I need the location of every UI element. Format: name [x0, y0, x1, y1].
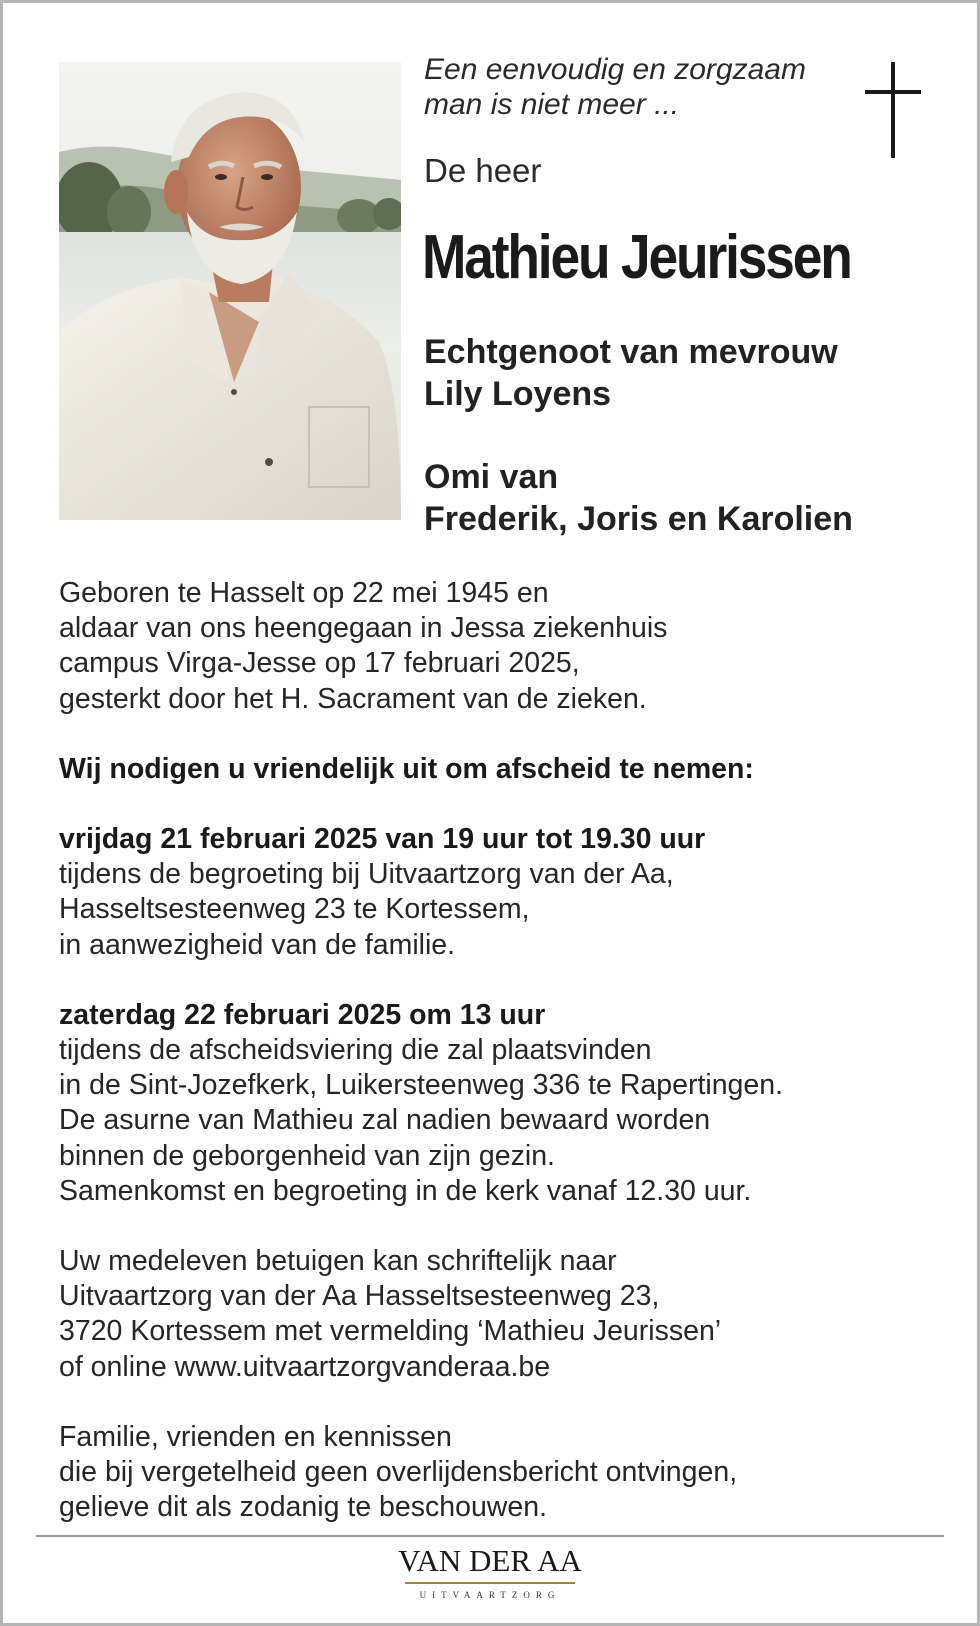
- birth-paragraph: [59, 576, 939, 717]
- text-line: tijdens de begroeting bij Uitvaartzorg van der Aa,: [59, 858, 674, 891]
- announcement-body: [59, 576, 939, 1525]
- text-line: gelieve dit als zodanig te beschouwen.: [59, 1491, 547, 1524]
- text-line: tijdens de afscheidsviering die zal plaatsvinden: [59, 1034, 652, 1067]
- footer-divider: [36, 1535, 944, 1537]
- portrait-photo: [59, 62, 401, 520]
- text-line: Geboren te Hasselt op 22 mei 1945 en: [59, 577, 549, 609]
- text-line: 3720 Kortessem met vermelding ‘Mathieu Jeurissen’: [59, 1315, 722, 1348]
- text-line: die bij vergetelheid geen overlijdensbericht ontvingen,: [59, 1456, 738, 1489]
- spouse-line: Echtgenoot van mevrouw: [424, 333, 838, 371]
- intro-line: man is niet meer ...: [424, 88, 680, 121]
- ceremony-date: zaterdag 22 februari 2025 om 13 uur: [59, 998, 546, 1031]
- cross-icon: [865, 62, 921, 158]
- text-line: aldaar van ons heengegaan in Jessa ziekenhuis: [59, 612, 668, 645]
- text-line: Uw medeleven betuigen kan schriftelijk naar: [59, 1245, 617, 1278]
- intro-quote: [424, 52, 806, 122]
- deceased-name: Mathieu Jeurissen: [422, 223, 851, 292]
- text-line: Familie, vrienden en kennissen: [59, 1420, 452, 1453]
- text-line: of online www.uitvaartzorgvanderaa.be: [59, 1350, 551, 1383]
- spouse-block: [424, 331, 838, 415]
- text-line: binnen de geborgenheid van zijn gezin.: [59, 1139, 555, 1172]
- funeral-home-logo: [380, 1544, 600, 1600]
- invitation-heading: [59, 752, 939, 787]
- text-line: Uitvaartzorg van der Aa Hasseltsesteenweg 23,: [59, 1280, 660, 1313]
- logo-main-text: VAN DER AA: [398, 1543, 582, 1578]
- text-line: Wij nodigen u vriendelijk uit om afscheid te nemen:: [59, 752, 754, 785]
- text-line: gesterkt door het H. Sacrament van de zieken.: [59, 682, 647, 715]
- greeting-paragraph: [59, 822, 939, 963]
- condolences-paragraph: [59, 1244, 939, 1385]
- logo-sub-text: UITVAARTZORG: [419, 1590, 561, 1600]
- greeting-date: vrijdag 21 februari 2025 van 19 uur tot 19.30 uur: [59, 823, 706, 856]
- text-line: De asurne van Mathieu zal nadien bewaard worden: [59, 1104, 711, 1137]
- text-line: in de Sint-Jozefkerk, Luikersteenweg 336 te Rapertingen.: [59, 1069, 784, 1102]
- closing-paragraph: [59, 1420, 939, 1526]
- grandchildren-line: Omi van: [424, 458, 559, 496]
- text-line: Samenkomst en begroeting in de kerk vanaf 12.30 uur.: [59, 1174, 752, 1207]
- ceremony-paragraph: [59, 998, 939, 1209]
- intro-line: Een eenvoudig en zorgzaam: [424, 53, 806, 86]
- text-line: in aanwezigheid van de familie.: [59, 928, 456, 961]
- logo-accent-line: [405, 1582, 575, 1584]
- spouse-line: Lily Loyens: [424, 375, 612, 413]
- grandchildren-block: [424, 456, 853, 540]
- honorific: De heer: [424, 152, 542, 189]
- text-line: campus Virga-Jesse op 17 februari 2025,: [59, 647, 580, 680]
- grandchildren-line: Frederik, Joris en Karolien: [424, 500, 853, 538]
- text-line: Hasseltsesteenweg 23 te Kortessem,: [59, 893, 530, 926]
